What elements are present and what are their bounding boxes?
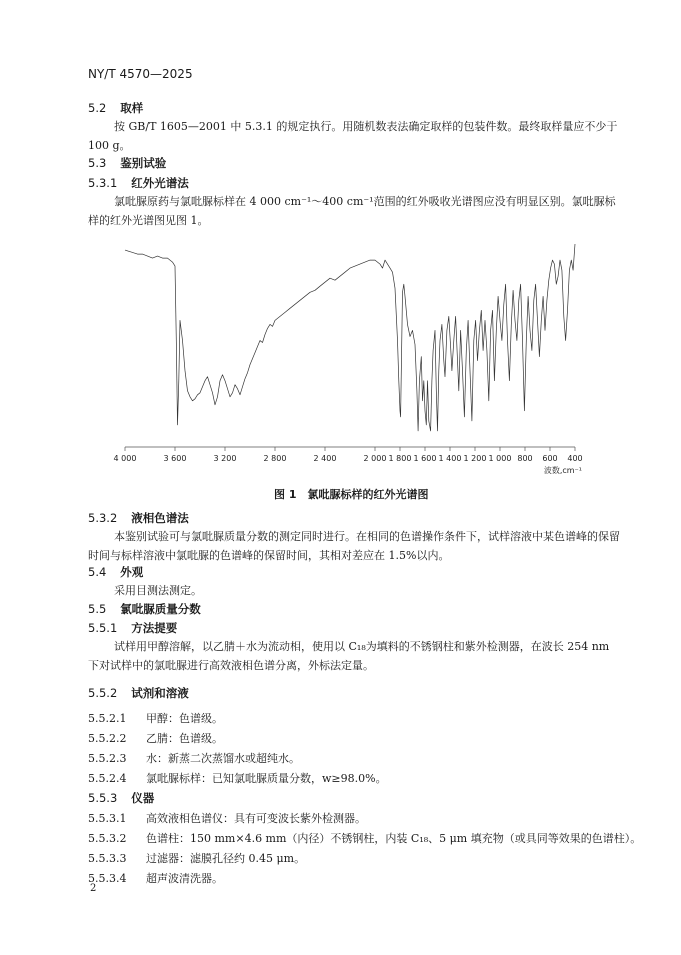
item-text: 乙腈：色谱级。	[146, 732, 223, 745]
spectrum-line-group	[125, 244, 575, 431]
item-number: 5.5.3.2	[88, 832, 127, 845]
x-tick-label: 1 200	[463, 454, 487, 463]
item-number: 5.5.3.1	[88, 812, 127, 825]
item-number: 5.5.3.3	[88, 852, 127, 865]
heading-title: 方法提要	[131, 621, 178, 635]
x-tick-label: 2 000	[363, 454, 387, 463]
x-tick-label: 1 000	[488, 454, 512, 463]
heading-number: 5.4	[88, 565, 107, 579]
heading-5-5-3	[88, 790, 154, 806]
heading-number: 5.3.2	[88, 511, 118, 525]
heading-5-3-1	[88, 175, 189, 191]
para-5-3-1: 氯吡脲原药与氯吡脲标样在 4 000 cm⁻¹～400 cm⁻¹范围的红外吸收光谱图应没有明显区别。氯吡脲标样的红外光谱图见图 1。	[88, 195, 616, 227]
x-tick-label: 2 400	[313, 454, 337, 463]
item-number: 5.5.2.1	[88, 712, 127, 725]
heading-number: 5.3	[88, 156, 107, 170]
x-tick-group	[114, 447, 583, 463]
heading-title: 试剂和溶液	[131, 686, 189, 700]
item-number: 5.5.3.4	[88, 872, 127, 885]
instrument-item	[88, 870, 223, 886]
heading-title: 鉴别试验	[120, 156, 167, 170]
heading-title: 红外光谱法	[131, 176, 189, 190]
heading-number: 5.5.3	[88, 791, 118, 805]
x-tick-label: 1 400	[438, 454, 462, 463]
heading-5-5	[88, 601, 201, 617]
heading-number: 5.5	[88, 602, 107, 616]
x-tick-label: 4 000	[113, 454, 137, 463]
item-number: 5.5.2.3	[88, 752, 127, 765]
heading-number: 5.2	[88, 101, 107, 115]
heading-5-5-2	[88, 685, 189, 701]
item-number: 5.5.2.4	[88, 772, 127, 785]
x-tick-label: 3 600	[163, 454, 187, 463]
item-text: 水：新蒸二次蒸馏水或超纯水。	[146, 752, 300, 765]
instrument-item	[88, 830, 641, 846]
item-number: 5.5.2.2	[88, 732, 127, 745]
heading-title: 仪器	[131, 791, 155, 805]
x-tick-label: 2 800	[263, 454, 287, 463]
heading-number: 5.5.1	[88, 621, 118, 635]
ir-spectrum-chart	[110, 236, 600, 481]
instrument-item	[88, 850, 305, 866]
heading-title: 氯吡脲质量分数	[120, 602, 201, 616]
heading-number: 5.5.2	[88, 686, 118, 700]
heading-title: 取样	[120, 101, 144, 115]
para-5-5-1: 试样用甲醇溶解，以乙腈＋水为流动相，使用以 C₁₈为填料的不锈钢柱和紫外检测器，在波长 254 nm 下对试样中的氯吡脲进行高效液相色谱分离，外标法定量。	[88, 640, 610, 672]
heading-5-4	[88, 564, 143, 580]
x-tick-label: 600	[542, 454, 558, 463]
item-text: 超声波清洗器。	[146, 872, 223, 885]
heading-title: 外观	[120, 565, 144, 579]
spectrum-line	[125, 244, 575, 431]
item-text: 色谱柱：150 mm×4.6 mm（内径）不锈钢柱，内装 C₁₈、5 μm 填充物（或具同等效果的色谱柱）。	[146, 832, 642, 845]
heading-5-2	[88, 100, 143, 116]
x-tick-label: 1 800	[388, 454, 412, 463]
page-number: 2	[90, 883, 97, 894]
item-text: 过滤器：滤膜孔径约 0.45 μm。	[146, 852, 306, 865]
para-5-4: 采用目测法测定。	[114, 584, 202, 597]
para-5-3-2: 本鉴别试验可与氯吡脲质量分数的测定同时进行。在相同的色谱操作条件下，试样溶液中某色谱峰的保留时间与标样溶液中氯吡脲的色谱峰的保留时间，其相对差应在 1.5%以内。	[88, 530, 620, 562]
reagent-item	[88, 750, 300, 766]
reagent-item	[88, 770, 387, 786]
reagent-item	[88, 730, 223, 746]
figure-caption: 图 1 氯吡脲标样的红外光谱图	[274, 488, 429, 501]
heading-number: 5.3.1	[88, 176, 118, 190]
item-text: 氯吡脲标样：已知氯吡脲质量分数，w≥98.0%。	[146, 772, 387, 785]
x-tick-label: 1 600	[413, 454, 437, 463]
reagent-item	[88, 710, 223, 726]
x-tick-label: 3 200	[213, 454, 237, 463]
header-standard-no: NY/T 4570—2025	[88, 67, 193, 81]
x-axis-label: 波数,cm⁻¹	[543, 466, 582, 475]
heading-5-3-2	[88, 510, 189, 526]
x-tick-label: 400	[567, 454, 583, 463]
instrument-item	[88, 810, 366, 826]
heading-5-3	[88, 155, 166, 171]
x-tick-label: 800	[517, 454, 533, 463]
heading-title: 液相色谱法	[131, 511, 189, 525]
item-text: 甲醇：色谱级。	[146, 712, 223, 725]
heading-5-5-1	[88, 620, 177, 636]
item-text: 高效液相色谱仪：具有可变波长紫外检测器。	[146, 812, 366, 825]
para-5-2: 按 GB/T 1605—2001 中 5.3.1 的规定执行。用随机数表法确定取样的包装件数。最终取样量应不少于 100 g。	[88, 120, 618, 152]
